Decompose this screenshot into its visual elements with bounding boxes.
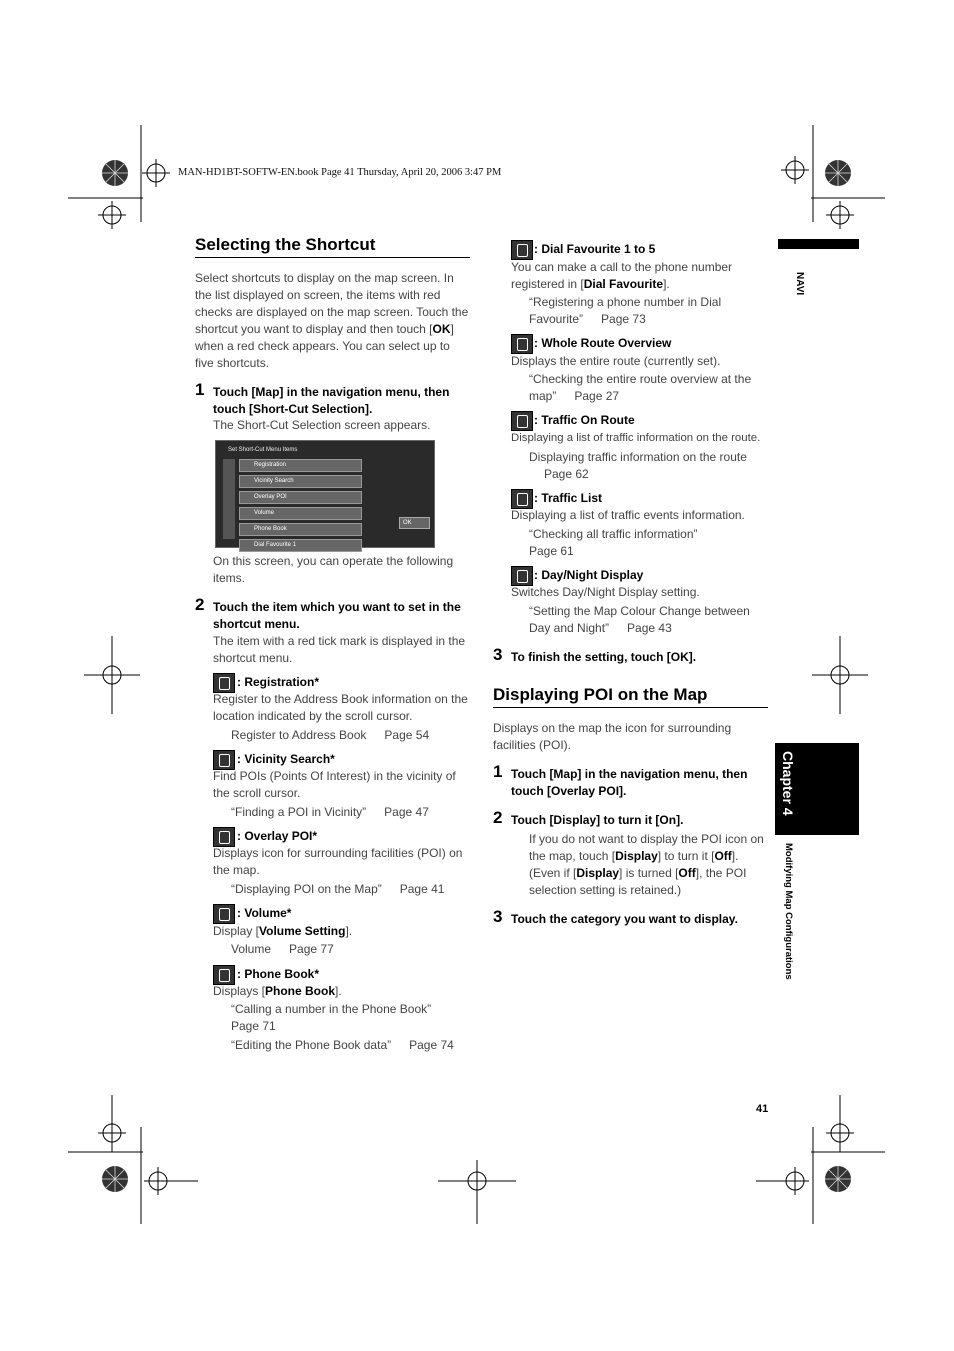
registration-label: : Registration* — [237, 675, 320, 689]
registration-desc: Register to the Address Book information on the location indicated by the scroll cursor. — [213, 692, 468, 723]
intro-text: Select shortcuts to display on the map screen. In the list displayed on screen, the items with red checks are displayed on the map screen. Touch the shortcut you want to display and then touch [OK] when a red check appears. You can select up to five shortcuts. — [195, 271, 469, 370]
screen-item: Vicinity Search — [239, 475, 362, 488]
step-number: 3 — [493, 645, 503, 664]
phone-book-ref2: “Editing the Phone Book data” Page 74 — [231, 1038, 454, 1052]
phone-book-label: : Phone Book* — [237, 967, 320, 981]
volume-label: : Volume* — [237, 906, 292, 920]
registration-icon — [213, 673, 235, 693]
step-number: 1 — [493, 762, 503, 781]
whole-desc: Displays the entire route (currently set). — [511, 354, 721, 368]
section-title: Selecting the Shortcut — [195, 235, 376, 254]
title-rule — [493, 707, 768, 708]
whole-route-icon — [511, 334, 533, 354]
chapter-label: Chapter 4 — [780, 751, 796, 816]
navi-bar — [778, 239, 859, 249]
screen-caption: On this screen, you can operate the following items. — [213, 554, 454, 585]
dial-desc: You can make a call to the phone number registered in [Dial Favourite]. — [511, 260, 733, 291]
step-text: To finish the setting, touch [OK]. — [511, 650, 697, 664]
section-label: Modifying Map Configurations — [783, 843, 794, 980]
whole-ref: “Checking the entire route overview at the map” Page 27 — [529, 372, 752, 403]
volume-desc: Display [Volume Setting]. — [213, 924, 353, 938]
overlay-label: : Overlay POI* — [237, 829, 318, 843]
traffic-list-desc: Displaying a list of traffic events information. — [511, 508, 745, 522]
registration-ref: Register to Address Book Page 54 — [231, 728, 430, 742]
volume-icon — [213, 904, 235, 924]
step-number: 3 — [493, 907, 503, 926]
screen-list — [239, 459, 362, 555]
volume-ref: Volume Page 77 — [231, 942, 334, 956]
daynight-desc: Switches Day/Night Display setting. — [511, 585, 700, 599]
dial-label: : Dial Favourite 1 to 5 — [534, 242, 656, 256]
print-header: MAN-HD1BT-SOFTW-EN.book Page 41 Thursday, April 20, 2006 3:47 PM — [178, 167, 502, 178]
traffic-on-route-icon — [511, 411, 533, 431]
step-note: If you do not want to display the POI icon on the map, touch [Display] to turn it [Off]. (Even if [Display] is turned [Off], the POI selection setting is retained.) — [529, 832, 764, 897]
phone-book-ref1: “Calling a number in the Phone Book” Page 71 — [231, 1002, 432, 1033]
screen-item: Dial Favourite 1 — [239, 539, 362, 552]
screen-item: Overlay POI — [239, 491, 362, 504]
dial-ref: “Registering a phone number in Dial Favourite” Page 73 — [529, 295, 722, 326]
traffic-route-ref: Displaying traffic information on the route Page 62 — [529, 450, 747, 481]
vicinity-label: : Vicinity Search* — [237, 752, 335, 766]
day-night-icon — [511, 566, 533, 586]
dial-favourite-icon — [511, 240, 533, 260]
step-note: The item with a red tick mark is displayed in the shortcut menu. — [213, 634, 466, 665]
traffic-list-ref: “Checking all traffic information” Page 61 — [529, 527, 698, 558]
daynight-ref: “Setting the Map Colour Change between Day and Night” Page 43 — [529, 604, 750, 635]
vicinity-search-icon — [213, 750, 235, 770]
step-number: 2 — [195, 595, 205, 614]
step-text: Touch the item which you want to set in the shortcut menu. — [213, 600, 461, 631]
step-text: Touch [Map] in the navigation menu, then touch [Short-Cut Selection]. — [213, 385, 450, 416]
navi-label: NAVI — [794, 272, 805, 296]
title-rule — [195, 257, 470, 258]
step-text: Touch [Display] to turn it [On]. — [511, 813, 684, 827]
screen-scrollbar — [223, 459, 235, 539]
screen-ok-button: OK — [399, 517, 430, 529]
traffic-route-label: : Traffic On Route — [534, 413, 635, 427]
whole-label: : Whole Route Overview — [534, 336, 672, 350]
phone-book-icon — [213, 965, 235, 985]
section-title: Displaying POI on the Map — [493, 685, 708, 704]
step-note: The Short-Cut Selection screen appears. — [213, 418, 431, 432]
traffic-route-desc: Displaying a list of traffic information on the route. — [511, 432, 761, 444]
step-text: Touch the category you want to display. — [511, 912, 738, 926]
screen-title: Set Short-Cut Menu Items — [228, 447, 298, 453]
overlay-ref: “Displaying POI on the Map” Page 41 — [231, 882, 445, 896]
screen-item: Phone Book — [239, 523, 362, 536]
page-number: 41 — [756, 1103, 769, 1115]
overlay-desc: Displays icon for surrounding facilities (POI) on the map. — [213, 846, 463, 877]
step-text: Touch [Map] in the navigation menu, then touch [Overlay POI]. — [511, 767, 748, 798]
phone-book-desc: Displays [Phone Book]. — [213, 984, 342, 998]
step-number: 1 — [195, 380, 205, 399]
shortcut-screen — [215, 440, 435, 548]
step-number: 2 — [493, 808, 503, 827]
vicinity-ref: “Finding a POI in Vicinity” Page 47 — [231, 805, 429, 819]
traffic-list-icon — [511, 489, 533, 509]
vicinity-desc: Find POIs (Points Of Interest) in the vicinity of the scroll cursor. — [213, 769, 456, 800]
overlay-poi-icon — [213, 827, 235, 847]
intro-text: Displays on the map the icon for surrounding facilities (POI). — [493, 721, 732, 752]
traffic-list-label: : Traffic List — [534, 491, 603, 505]
daynight-label: : Day/Night Display — [534, 568, 644, 582]
chapter-tab — [775, 743, 859, 835]
screen-item: Volume — [239, 507, 362, 520]
screen-item: Registration — [239, 459, 362, 472]
